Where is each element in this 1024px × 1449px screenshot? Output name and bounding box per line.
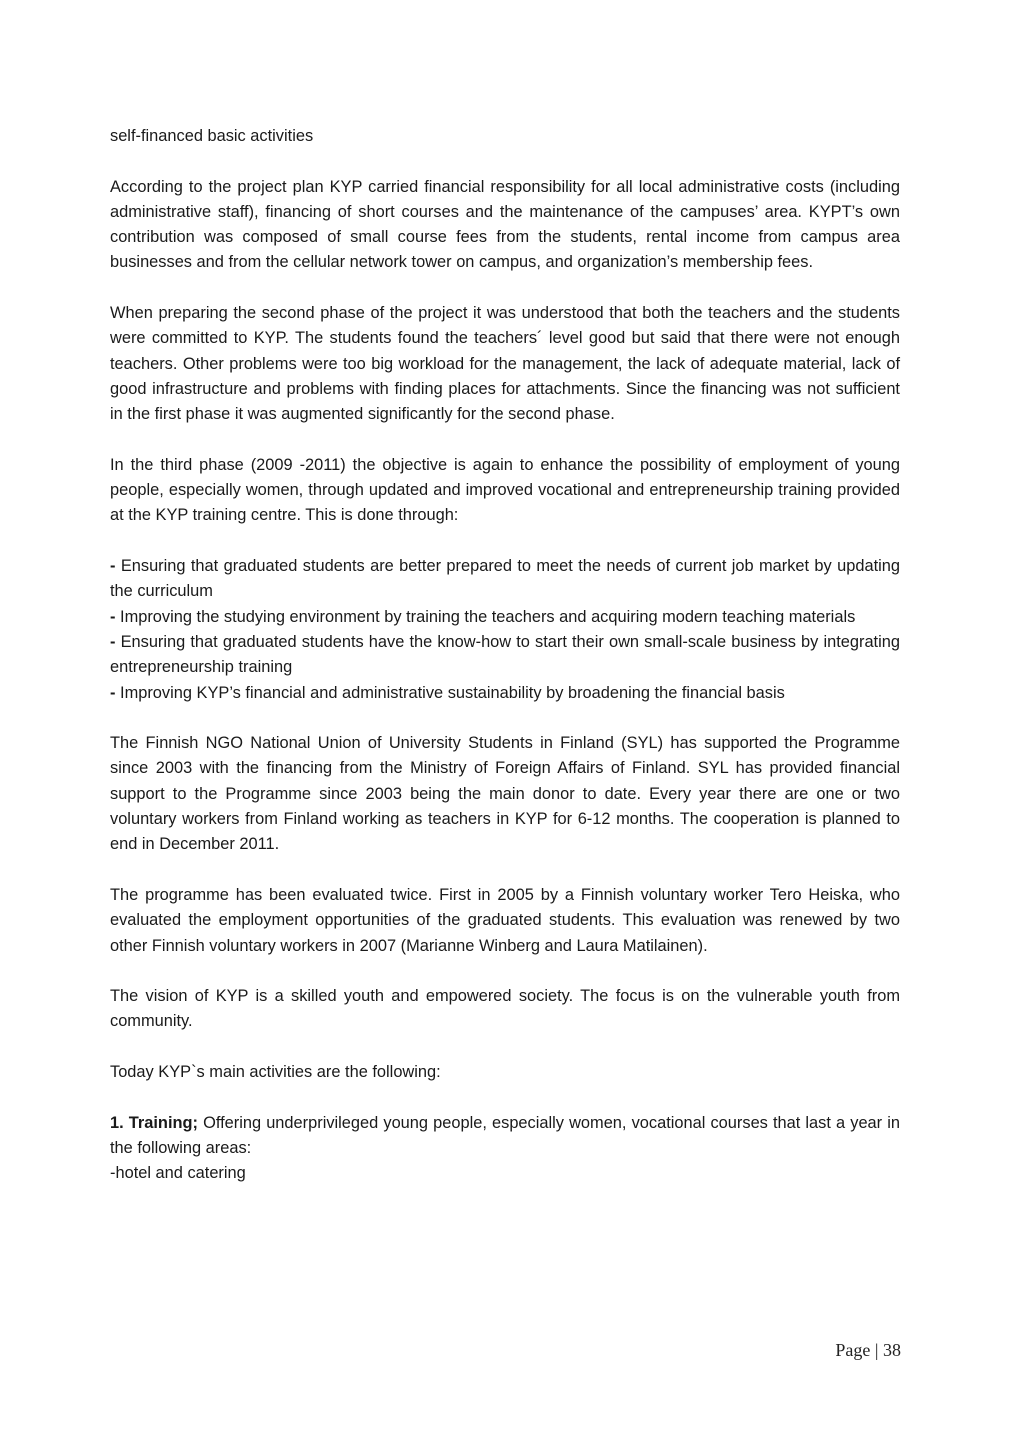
bullet-item <box>110 605 900 630</box>
training-area-item: -hotel and catering <box>110 1164 246 1183</box>
bullet-dash: - <box>110 632 116 651</box>
bullet-dash: - <box>110 557 116 576</box>
training-heading: 1. Training; <box>110 1113 198 1132</box>
bullet-text: Ensuring that graduated students have the know-how to start their own small-scale business by integrating entrepreneurship training <box>110 632 900 677</box>
bullet-item <box>110 630 900 681</box>
paragraph-financial-responsibility: According to the project plan KYP carried financial responsibility for all local administrative costs (including administrative staff), financing of short courses and the maintenance of the campuses’ area. KYPT’s own contribution was composed of small course fees from the students, rental income from campus area businesses and from the cellular network tower on campus, and organization’s membership fees. <box>110 177 900 272</box>
document-body <box>110 124 900 1212</box>
bullet-item <box>110 554 900 605</box>
bullet-item <box>110 681 900 706</box>
bullet-text: Ensuring that graduated students are better prepared to meet the needs of current job market by updating the curriculum <box>110 557 900 601</box>
paragraph-main-activities: Today KYP`s main activities are the following: <box>110 1062 441 1081</box>
paragraph-intro: self-financed basic activities <box>110 127 314 145</box>
paragraph-evaluation: The programme has been evaluated twice. First in 2005 by a Finnish voluntary worker Tero Heiska, who evaluated the employment opportunities of the graduated students. This evaluation was renewed by two other Finnish voluntary workers in 2007 (Marianne Winberg and Laura Matilainen). <box>110 885 900 955</box>
bullet-text: Improving the studying environment by training the teachers and acquiring modern teaching materials <box>115 607 856 626</box>
bullet-list <box>110 554 900 706</box>
paragraph-third-phase: In the third phase (2009 -2011) the objective is again to enhance the possibility of employment of young people, especially women, through updated and improved vocational and entrepreneurship training provided at the KYP training centre. This is done through: <box>110 455 900 525</box>
paragraph-training <box>110 1111 900 1187</box>
training-text: Offering underprivileged young people, especially women, vocational courses that last a year in the following areas: <box>110 1113 900 1157</box>
paragraph-syl-support: The Finnish NGO National Union of University Students in Finland (SYL) has supported the Programme since 2003 with the financing from the Ministry of Foreign Affairs of Finland. SYL has provided financial support to the Programme since 2003 being the main donor to date. Every year there are one or two voluntary workers from Finland working as teachers in KYP for 6-12 months. The cooperation is planned to end in December 2011. <box>110 734 900 854</box>
paragraph-second-phase: When preparing the second phase of the project it was understood that both the teachers and the students were committed to KYP. The students found the teachers´ level good but said that there were not enough teachers. Other problems were too big workload for the management, the lack of adequate material, lack of good infrastructure and problems with finding places for attachments. Since the financing was not sufficient in the first phase it was augmented significantly for the second phase. <box>110 304 900 424</box>
paragraph-vision: The vision of KYP is a skilled youth and empowered society. The focus is on the vulnerable youth from community. <box>110 987 900 1031</box>
bullet-dash: - <box>110 683 116 702</box>
bullet-dash: - <box>110 607 116 626</box>
bullet-text: Improving KYP’s financial and administrative sustainability by broadening the financial basis <box>115 683 785 702</box>
page-number: Page | 38 <box>835 1340 901 1360</box>
